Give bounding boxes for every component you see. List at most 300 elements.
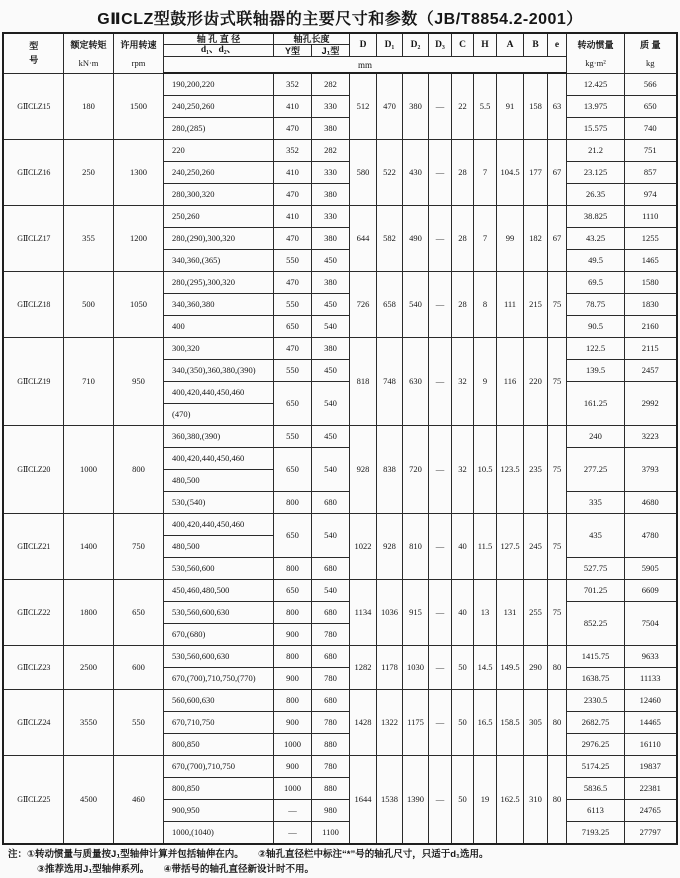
dim-H-cell: 14.5 [474,646,497,690]
dim-D3-cell: — [429,690,452,756]
dim-C-cell: 50 [452,646,474,690]
model-cell: GⅡCLZ20 [3,426,63,514]
length-j1-cell: 450 [311,426,349,448]
dim-D2-cell: 1390 [403,756,429,845]
table-row [3,426,676,448]
length-j1-cell: 380 [311,184,349,206]
bore-diameter-cell: 400,420,440,450,460 [163,382,273,404]
length-j1-cell: 980 [311,800,349,822]
speed-cell: 1300 [113,140,163,206]
inertia-cell: 21.2 [567,140,625,162]
speed-cell: 650 [113,580,163,646]
dim-H-cell: 5.5 [474,73,497,140]
length-j1-cell: 880 [311,734,349,756]
length-y-cell: 470 [273,118,311,140]
torque-cell: 1800 [63,580,113,646]
bore-diameter-cell: 530,560,600,630 [163,602,273,624]
dim-e-cell: 75 [548,514,567,580]
inertia-cell: 38.825 [567,206,625,228]
length-y-cell: — [273,800,311,822]
length-j1-cell: 780 [311,756,349,778]
dim-D2-cell: 720 [403,426,429,514]
torque-cell: 4500 [63,756,113,845]
mass-cell: 2457 [625,360,677,382]
inertia-cell: 277.25 [567,448,625,492]
bore-diameter-cell: 530,(540) [163,492,273,514]
dim-D-cell: 726 [350,272,377,338]
bore-diameter-cell: 530,560,600,630 [163,646,273,668]
unit-band-mm: mm [163,57,566,74]
model-cell: GⅡCLZ23 [3,646,63,690]
col-header-e: e [548,33,567,57]
dim-C-cell: 22 [452,73,474,140]
mass-cell: 857 [625,162,677,184]
bore-diameter-cell: 670,(700),710,750 [163,756,273,778]
dim-e-cell: 80 [548,756,567,845]
inertia-cell: 139.5 [567,360,625,382]
dim-D2-cell: 430 [403,140,429,206]
length-y-cell: 410 [273,96,311,118]
bore-diameter-cell: 670,(680) [163,624,273,646]
dim-D1-cell: 1538 [377,756,403,845]
bore-diameter-cell: 340,(350),360,380,(390) [163,360,273,382]
length-j1-cell: 540 [311,448,349,492]
inertia-cell: 7193.25 [567,822,625,845]
bore-diameter-cell: 340,360,(365) [163,250,273,272]
mass-cell: 566 [625,73,677,96]
dim-D2-cell: 490 [403,206,429,272]
table-row [3,272,676,294]
dim-D-cell: 512 [350,73,377,140]
dim-D3-cell: — [429,756,452,845]
length-j1-cell: 380 [311,118,349,140]
page-title: GⅡCLZ型鼓形齿式联轴器的主要尺寸和参数（JB/T8854.2-2001） [97,11,583,28]
col-header-bore-length: 轴孔长度 [273,33,349,45]
dim-H-cell: 8 [474,272,497,338]
length-j1-cell: 450 [311,294,349,316]
dim-D1-cell: 748 [377,338,403,426]
mass-cell: 27797 [625,822,677,845]
footnote-line-2: ③推荐选用J₁型轴伸系列。 ④带括号的轴孔直径新设计时不用。 [37,863,315,875]
bore-diameter-cell: 480,500 [163,536,273,558]
speed-cell: 550 [113,690,163,756]
length-j1-cell: 282 [311,140,349,162]
col-header-bore-diameter: 轴 孔 直 径 [163,33,273,45]
col-header-inertia: 转动惯量 kg·m² [567,33,625,73]
dim-B-cell: 220 [524,338,548,426]
torque-cell: 3550 [63,690,113,756]
inertia-cell: 13.975 [567,96,625,118]
inertia-cell: 2976.25 [567,734,625,756]
dim-B-cell: 177 [524,140,548,206]
length-j1-cell: 680 [311,602,349,624]
length-y-cell: 650 [273,514,311,558]
col-header-B: B [524,33,548,57]
dim-H-cell: 13 [474,580,497,646]
bore-diameter-cell: 400,420,440,450,460 [163,514,273,536]
dim-D1-cell: 1178 [377,646,403,690]
bore-diameter-cell: 240,250,260 [163,96,273,118]
inertia-cell: 435 [567,514,625,558]
length-j1-cell: 330 [311,96,349,118]
dim-H-cell: 7 [474,140,497,206]
length-y-cell: 650 [273,448,311,492]
bore-diameter-cell: 800,850 [163,778,273,800]
col-header-mass: 质 量 kg [625,33,677,73]
torque-cell: 250 [63,140,113,206]
speed-cell: 1200 [113,206,163,272]
mass-cell: 974 [625,184,677,206]
speed-cell: 600 [113,646,163,690]
dim-e-cell: 67 [548,206,567,272]
col-header-D: D [350,33,377,57]
dim-D3-cell: — [429,140,452,206]
col-header-H: H [474,33,497,57]
length-j1-cell: 780 [311,668,349,690]
dim-C-cell: 50 [452,690,474,756]
table-row [3,338,676,360]
length-j1-cell: 450 [311,360,349,382]
dim-C-cell: 32 [452,426,474,514]
bore-diameter-cell: 220 [163,140,273,162]
dim-e-cell: 67 [548,140,567,206]
mass-cell: 751 [625,140,677,162]
col-header-A: A [497,33,524,57]
dim-D3-cell: — [429,338,452,426]
bore-diameter-cell: 900,950 [163,800,273,822]
dim-D2-cell: 1030 [403,646,429,690]
inertia-cell: 240 [567,426,625,448]
col-header-torque: 额定转矩 kN·m [63,33,113,73]
model-cell: GⅡCLZ21 [3,514,63,580]
inertia-cell: 701.25 [567,580,625,602]
bore-diameter-cell: 560,600,630 [163,690,273,712]
mass-cell: 1255 [625,228,677,250]
mass-cell: 11133 [625,668,677,690]
bore-diameter-cell: 1000,(1040) [163,822,273,845]
mass-cell: 5905 [625,558,677,580]
torque-cell: 1000 [63,426,113,514]
dim-D1-cell: 838 [377,426,403,514]
speed-cell: 800 [113,426,163,514]
dim-A-cell: 116 [497,338,524,426]
torque-cell: 180 [63,73,113,140]
dim-H-cell: 10.5 [474,426,497,514]
length-y-cell: 650 [273,382,311,426]
col-header-C: C [452,33,474,57]
length-y-cell: 410 [273,162,311,184]
mass-cell: 3223 [625,426,677,448]
header-row-1 [3,33,676,45]
inertia-cell: 2330.5 [567,690,625,712]
inertia-cell: 49.5 [567,250,625,272]
speed-cell: 460 [113,756,163,845]
dim-D2-cell: 915 [403,580,429,646]
inertia-cell: 1638.75 [567,668,625,690]
mass-cell: 2115 [625,338,677,360]
torque-cell: 355 [63,206,113,272]
inertia-cell: 5174.25 [567,756,625,778]
length-j1-cell: 540 [311,514,349,558]
mass-cell: 12460 [625,690,677,712]
table-row [3,646,676,668]
dim-C-cell: 28 [452,272,474,338]
dim-D1-cell: 582 [377,206,403,272]
dim-D3-cell: — [429,646,452,690]
inertia-cell: 161.25 [567,382,625,426]
length-y-cell: 1000 [273,778,311,800]
mass-cell: 16110 [625,734,677,756]
length-y-cell: 410 [273,206,311,228]
inertia-cell: 335 [567,492,625,514]
dim-H-cell: 19 [474,756,497,845]
dim-e-cell: 80 [548,690,567,756]
dim-C-cell: 32 [452,338,474,426]
length-y-cell: 352 [273,73,311,96]
length-j1-cell: 380 [311,272,349,294]
dim-C-cell: 50 [452,756,474,845]
dim-e-cell: 75 [548,580,567,646]
inertia-cell: 78.75 [567,294,625,316]
length-j1-cell: 680 [311,690,349,712]
length-j1-cell: 780 [311,624,349,646]
torque-cell: 710 [63,338,113,426]
col-header-D1: D₁ [377,33,403,57]
model-cell: GⅡCLZ16 [3,140,63,206]
length-y-cell: 800 [273,602,311,624]
bore-diameter-cell: 450,460,480,500 [163,580,273,602]
footnote-line-1: 注：①转动惯量与质量按J₁型轴伸计算并包括轴伸在内。 ②轴孔直径栏中标注“*”号的轴孔尺寸，只适于d₁选用。 [8,849,489,861]
table-row [3,140,676,162]
length-y-cell: 900 [273,624,311,646]
dim-B-cell: 215 [524,272,548,338]
model-cell: GⅡCLZ24 [3,690,63,756]
col-header-j1-type: J₁型 [311,45,349,57]
bore-diameter-cell: 360,380,(390) [163,426,273,448]
coupling-dimensions-table [2,32,677,845]
dim-D-cell: 1282 [350,646,377,690]
dim-D2-cell: 1175 [403,690,429,756]
mass-cell: 2160 [625,316,677,338]
mass-cell: 1465 [625,250,677,272]
col-header-D2: D₂ [403,33,429,57]
dim-A-cell: 158.5 [497,690,524,756]
length-y-cell: 470 [273,184,311,206]
dim-D3-cell: — [429,514,452,580]
inertia-cell: 527.75 [567,558,625,580]
length-y-cell: 550 [273,250,311,272]
dim-e-cell: 80 [548,646,567,690]
length-j1-cell: 1100 [311,822,349,845]
table-row [3,580,676,602]
dim-D1-cell: 1036 [377,580,403,646]
dim-B-cell: 245 [524,514,548,580]
length-j1-cell: 680 [311,646,349,668]
length-y-cell: 900 [273,712,311,734]
col-header-y-type: Y型 [273,45,311,57]
dim-D3-cell: — [429,73,452,140]
inertia-cell: 2682.75 [567,712,625,734]
mass-cell: 4680 [625,492,677,514]
length-y-cell: 550 [273,360,311,382]
dim-A-cell: 99 [497,206,524,272]
dim-D2-cell: 380 [403,73,429,140]
bore-diameter-cell: 240,250,260 [163,162,273,184]
inertia-cell: 90.5 [567,316,625,338]
bore-diameter-cell: 400,420,440,450,460 [163,448,273,470]
mass-cell: 740 [625,118,677,140]
speed-cell: 950 [113,338,163,426]
length-y-cell: 800 [273,690,311,712]
dim-e-cell: 75 [548,426,567,514]
mass-cell: 9633 [625,646,677,668]
inertia-cell: 6113 [567,800,625,822]
model-cell: GⅡCLZ17 [3,206,63,272]
mass-cell: 24765 [625,800,677,822]
bore-diameter-cell: 280,(285) [163,118,273,140]
dim-H-cell: 16.5 [474,690,497,756]
bore-diameter-cell: 300,320 [163,338,273,360]
dim-B-cell: 255 [524,580,548,646]
table-row [3,514,676,536]
dim-B-cell: 182 [524,206,548,272]
bore-diameter-cell: 800,850 [163,734,273,756]
length-y-cell: 470 [273,338,311,360]
dim-C-cell: 40 [452,514,474,580]
length-y-cell: 800 [273,492,311,514]
dim-A-cell: 111 [497,272,524,338]
length-j1-cell: 450 [311,250,349,272]
dim-D-cell: 1134 [350,580,377,646]
dim-D1-cell: 522 [377,140,403,206]
length-j1-cell: 680 [311,558,349,580]
length-y-cell: 550 [273,294,311,316]
model-cell: GⅡCLZ15 [3,73,63,140]
length-y-cell: 800 [273,558,311,580]
length-y-cell: 550 [273,426,311,448]
length-y-cell: 1000 [273,734,311,756]
mass-cell: 1110 [625,206,677,228]
dim-D1-cell: 1322 [377,690,403,756]
inertia-cell: 1415.75 [567,646,625,668]
dim-A-cell: 131 [497,580,524,646]
mass-cell: 650 [625,96,677,118]
length-j1-cell: 780 [311,712,349,734]
inertia-cell: 15.575 [567,118,625,140]
inertia-cell: 69.5 [567,272,625,294]
model-cell: GⅡCLZ25 [3,756,63,845]
length-y-cell: 650 [273,316,311,338]
mass-cell: 6609 [625,580,677,602]
length-j1-cell: 540 [311,580,349,602]
dim-D3-cell: — [429,580,452,646]
mass-cell: 14465 [625,712,677,734]
mass-cell: 1580 [625,272,677,294]
dim-B-cell: 158 [524,73,548,140]
length-y-cell: 352 [273,140,311,162]
dim-D-cell: 580 [350,140,377,206]
length-j1-cell: 680 [311,492,349,514]
bore-diameter-cell: 280,(290),300,320 [163,228,273,250]
length-j1-cell: 380 [311,338,349,360]
dim-e-cell: 63 [548,73,567,140]
bore-diameter-cell: 670,(700),710,750,(770) [163,668,273,690]
dim-D-cell: 1644 [350,756,377,845]
footnotes [8,848,672,877]
bore-diameter-cell: 400 [163,316,273,338]
dim-e-cell: 75 [548,272,567,338]
table-row [3,206,676,228]
inertia-cell: 23.125 [567,162,625,184]
dim-D1-cell: 928 [377,514,403,580]
length-j1-cell: 330 [311,162,349,184]
inertia-cell: 12.425 [567,73,625,96]
inertia-cell: 26.35 [567,184,625,206]
dim-A-cell: 104.5 [497,140,524,206]
length-y-cell: 900 [273,756,311,778]
dim-B-cell: 290 [524,646,548,690]
col-header-D3: D₃ [429,33,452,57]
mass-cell: 1830 [625,294,677,316]
bore-diameter-cell: 480,500 [163,470,273,492]
inertia-cell: 122.5 [567,338,625,360]
length-j1-cell: 540 [311,382,349,426]
dim-e-cell: 75 [548,338,567,426]
dim-D2-cell: 630 [403,338,429,426]
length-y-cell: 470 [273,272,311,294]
inertia-cell: 43.25 [567,228,625,250]
dim-D-cell: 928 [350,426,377,514]
length-y-cell: — [273,822,311,845]
bore-diameter-cell: 280,300,320 [163,184,273,206]
bore-diameter-cell: 340,360,380 [163,294,273,316]
length-j1-cell: 330 [311,206,349,228]
dim-A-cell: 123.5 [497,426,524,514]
speed-cell: 1050 [113,272,163,338]
table-row [3,73,676,96]
length-j1-cell: 380 [311,228,349,250]
mass-cell: 2992 [625,382,677,426]
length-j1-cell: 880 [311,778,349,800]
torque-cell: 500 [63,272,113,338]
dim-H-cell: 9 [474,338,497,426]
dim-D2-cell: 810 [403,514,429,580]
dim-C-cell: 28 [452,206,474,272]
bore-diameter-cell: 530,560,600 [163,558,273,580]
dim-D1-cell: 470 [377,73,403,140]
length-y-cell: 470 [273,228,311,250]
dim-C-cell: 40 [452,580,474,646]
speed-cell: 1500 [113,73,163,140]
bore-diameter-cell: 190,200,220 [163,73,273,96]
dim-D-cell: 1428 [350,690,377,756]
mass-cell: 7504 [625,602,677,646]
length-j1-cell: 282 [311,73,349,96]
speed-cell: 750 [113,514,163,580]
col-header-d1d2: d₁、d₂、 [163,45,273,57]
dim-A-cell: 127.5 [497,514,524,580]
dim-H-cell: 11.5 [474,514,497,580]
dim-A-cell: 91 [497,73,524,140]
length-j1-cell: 540 [311,316,349,338]
dim-D3-cell: — [429,272,452,338]
mass-cell: 19837 [625,756,677,778]
col-header-speed: 许用转速 rpm [113,33,163,73]
length-y-cell: 650 [273,580,311,602]
torque-cell: 1400 [63,514,113,580]
table-row [3,690,676,712]
mass-cell: 4780 [625,514,677,558]
